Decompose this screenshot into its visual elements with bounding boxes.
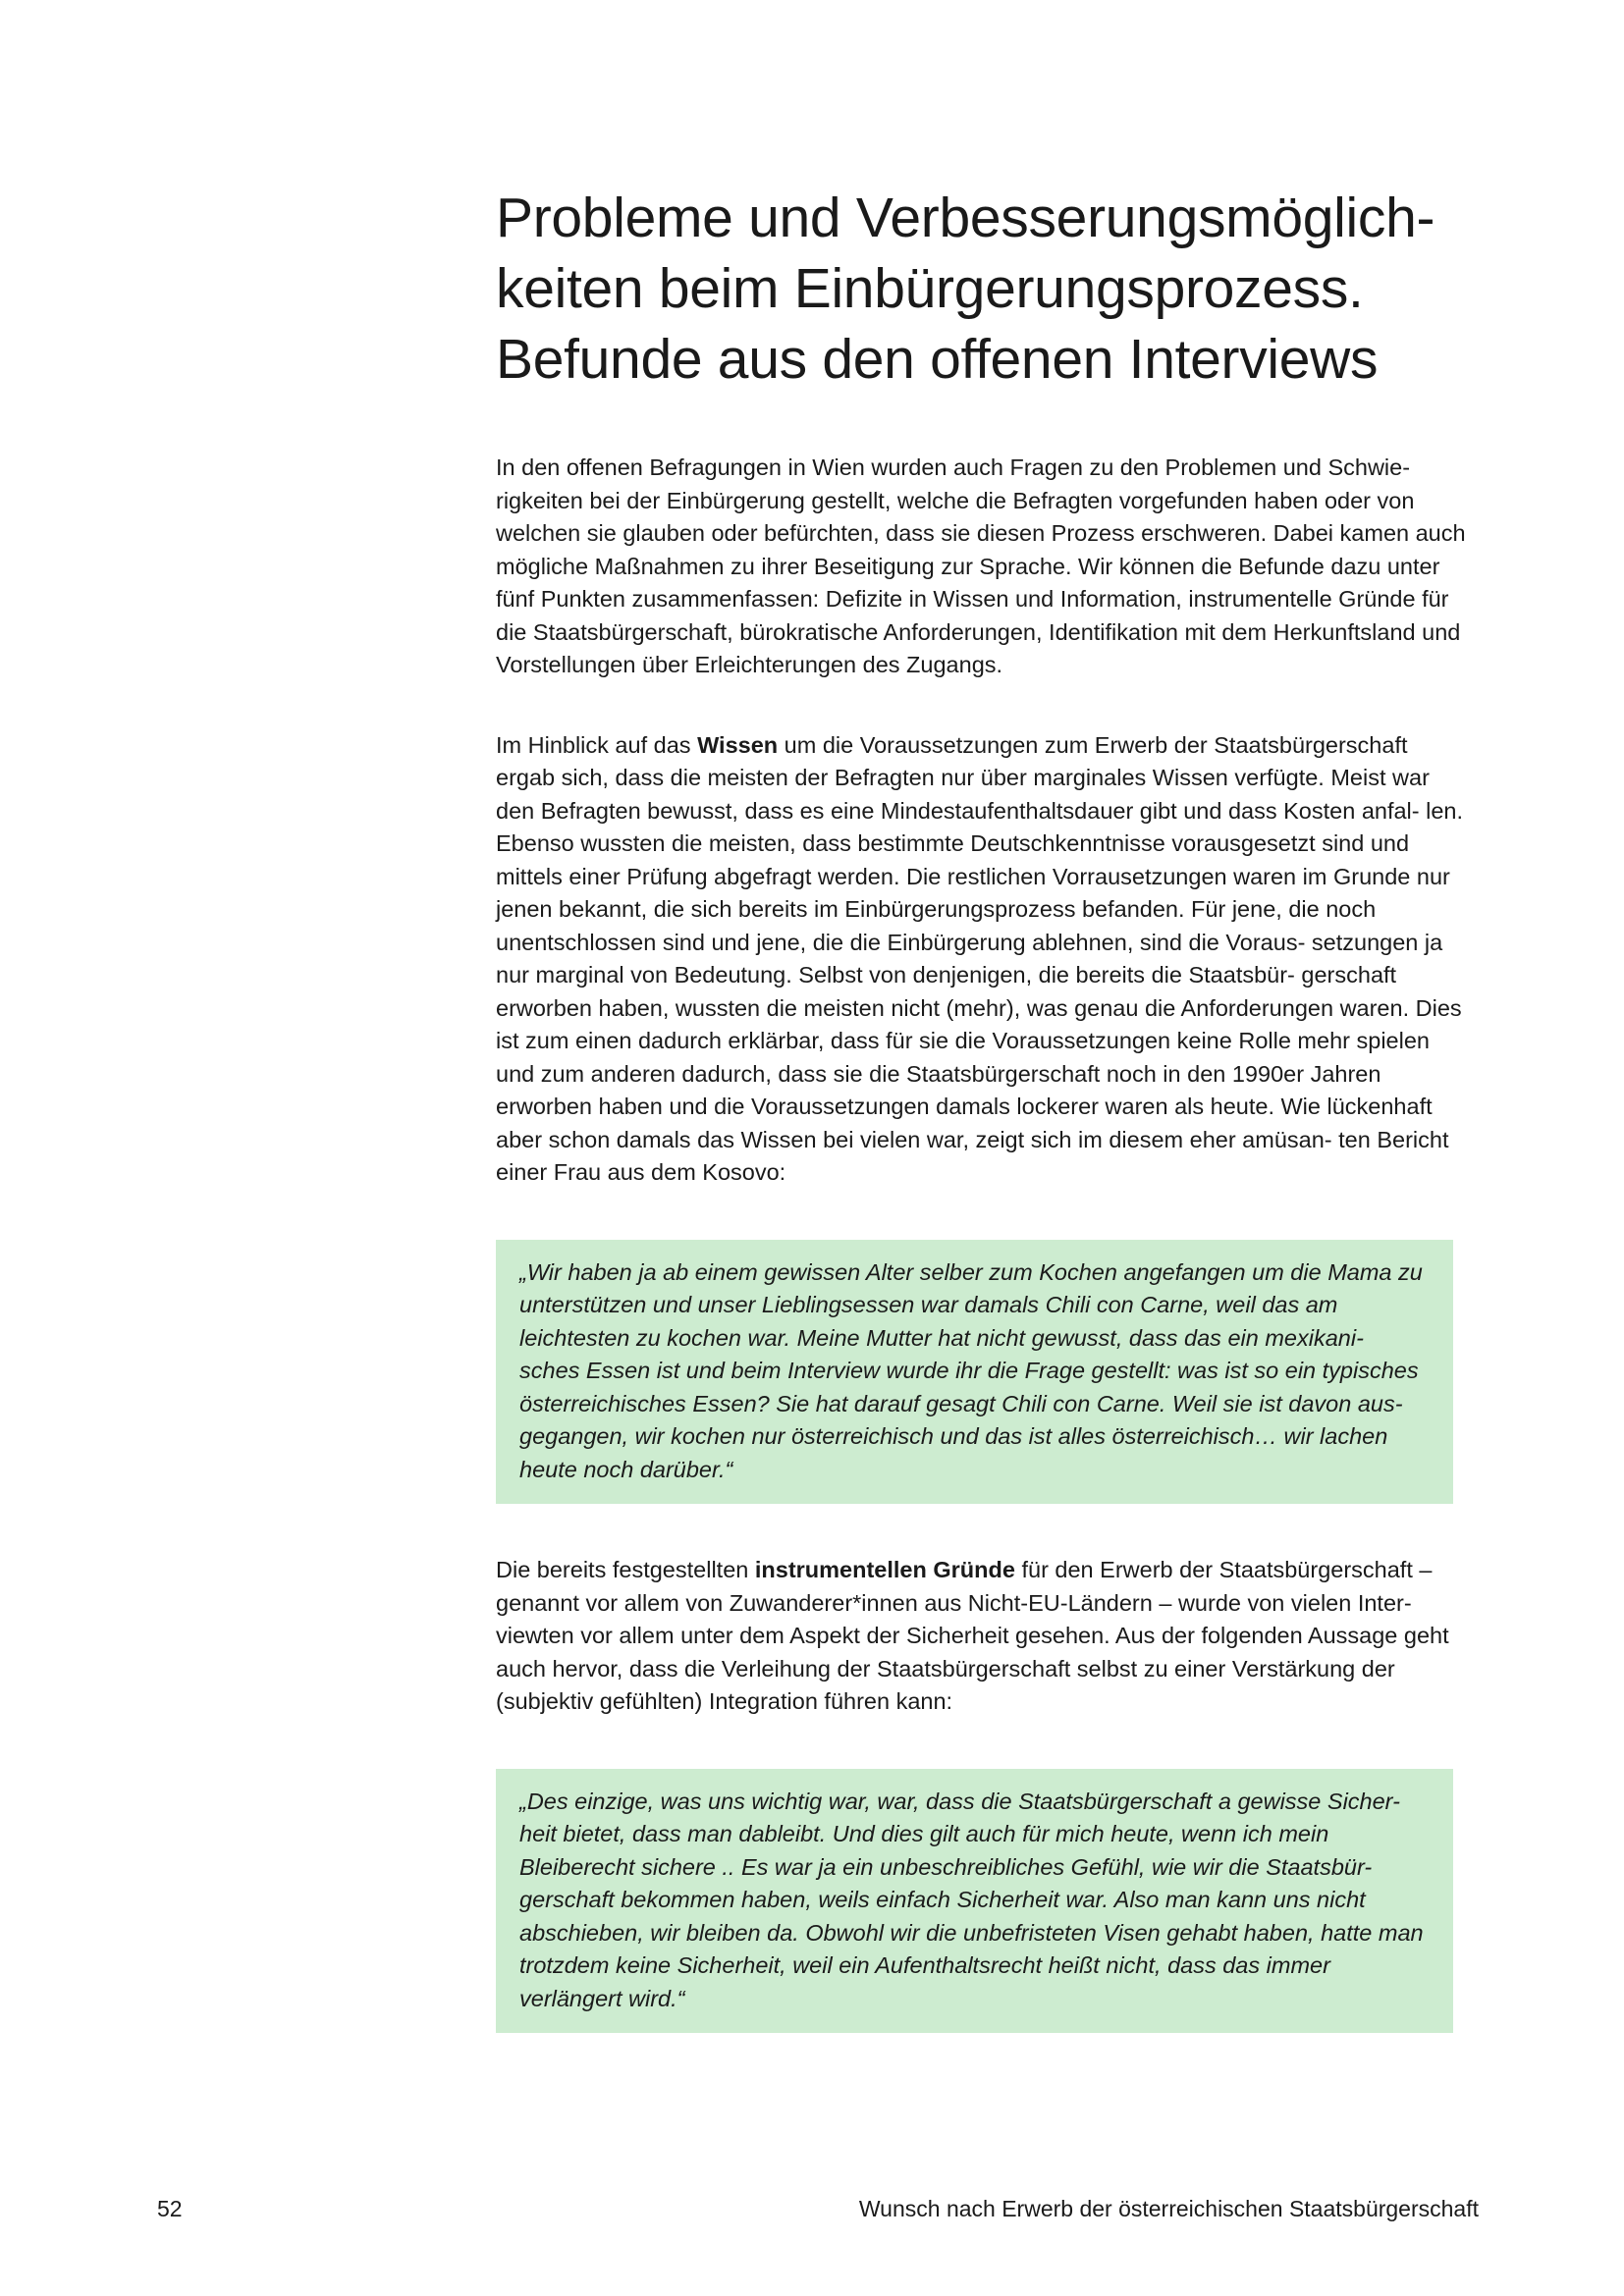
page-title — [496, 183, 1468, 395]
instrumental-paragraph-rest: für den Erwerb der Staatsbürgerschaft – genannt vor allem von Zuwanderer*innen aus Nicht-EU-Ländern – wurde von vielen Inter- viewten vor allem unter dem Aspekt der Sicherheit gesehen. Aus der folgenden Aussage geht auch hervor, dass die Verleihung der Staatsbürgerschaft selbst zu einer Verstärkung der (subjektiv gefühlten) Integration führen kann: — [496, 1557, 1449, 1714]
knowledge-keyword: Wissen — [697, 731, 779, 758]
instrumental-paragraph-lead: Die bereits festgestellten — [496, 1557, 755, 1582]
title-line-1: Probleme und Verbesserungsmöglich- — [496, 187, 1435, 249]
quote-text-kosovo: „Wir haben ja ab einem gewissen Alter selber zum Kochen angefangen um die Mama zu unterstützen und unser Lieblingsessen war damals Chili con Carne, weil das am leichtesten zu kochen war. Meine Mutter hat nicht gewusst, dass das ein mexikani- sches Essen ist und beim Interview wurde ihr die Frage gestellt: was ist so ein typisches österreichisches Essen? Sie hat darauf gesagt Chili con Carne. Weil sie ist davon aus- gegangen, wir kochen nur österreichisch und das ist alles österreichisch… wir lachen heute noch darüber.“ — [519, 1258, 1423, 1482]
instrumental-keyword: instrumentellen Gründe — [754, 1557, 1015, 1582]
intro-paragraph: In den offenen Befragungen in Wien wurden auch Fragen zu den Problemen und Schwie- rigkeiten bei der Einbürgerung gestellt, welche die Befragten vorgefunden haben oder von welchen sie glauben oder befürchten, dass sie diesen Prozess erschweren. Dabei kamen auch mögliche Maßnahmen zu ihrer Beseitigung zur Sprache. Wir können die Befunde dazu unter fünf Punkten zusammenfassen: Defizite in Wissen und Information, instrumentelle Gründe für die Staatsbürgerschaft, bürokratische Anforderungen, Identifikation mit dem Herkunftsland und Vorstellungen über Erleichterungen des Zugangs. — [496, 454, 1466, 677]
knowledge-paragraph-rest: um die Voraussetzungen zum Erwerb der Staatsbürgerschaft ergab sich, dass die meisten der Befragten nur über marginales Wissen verfügte. Meist war den Befragten bewusst, dass es eine Mindestaufenthaltsdauer gibt und dass Kosten anfal- len. Ebenso wussten die meisten, dass bestimmte Deutschkenntnisse vorausgesetzt sind und mittels einer Prüfung abgefragt werden. Die restlichen Vorrausetzungen waren im Grunde nur jenen bekannt, die sich bereits im Einbürgerungsprozess befanden. Für jene, die noch unentschlossen sind und jene, die die Einbürgerung ablehnen, sind die Voraus- setzungen ja nur marginal von Bedeutung. Selbst von denjenigen, die bereits die Staatsbür- gerschaft erworben haben, wussten die meisten nicht (mehr), was genau die Anforderungen waren. Dies ist zum einen dadurch erklärbar, dass für sie die Voraussetzungen keine Rolle mehr spielen und zum anderen dadurch, dass sie die Staatsbürgerschaft noch in den 1990er Jahren erworben haben und die Voraussetzungen damals lockerer waren als heute. Wie lückenhaft aber schon damals das Wissen bei vielen war, zeigt sich im diesem eher amüsan- ten Bericht einer Frau aus dem Kosovo: — [496, 731, 1464, 1185]
knowledge-paragraph-lead: Im Hinblick auf das — [496, 731, 698, 758]
main-content — [496, 183, 1468, 2033]
running-title: Wunsch nach Erwerb der österreichischen Staatsbürgerschaft — [858, 2196, 1479, 2221]
instrumental-paragraph — [496, 1554, 1473, 1719]
title-line-2: keiten beim Einbürgerungsprozess. — [496, 257, 1364, 320]
title-line-3: Befunde aus den offenen Interviews — [496, 328, 1379, 391]
quote-box-kosovo — [496, 1240, 1453, 1505]
page-number: 52 — [157, 2196, 183, 2221]
quote-text-security: „Des einzige, was uns wichtig war, war, dass die Staatsbürgerschaft a gewisse Sicher- heit bietet, dass man dableibt. Und dies gilt auch für mich heute, wenn ich mein Bleiberecht sichere .. Es war ja ein unbeschreibliches Gefühl, wie wir die Staatsbür- gerschaft bekommen haben, weils einfach Sicherheit war. Also man kann uns nicht abschieben, wir bleiben da. Obwohl wir die unbefristeten Visen gehabt haben, hatte man trotzdem keine Sicherheit, weil ein Aufenthaltsrecht heißt nicht, dass das immer verlängert wird.“ — [519, 1788, 1424, 2011]
quote-box-security — [496, 1769, 1453, 2034]
knowledge-paragraph — [496, 729, 1473, 1190]
